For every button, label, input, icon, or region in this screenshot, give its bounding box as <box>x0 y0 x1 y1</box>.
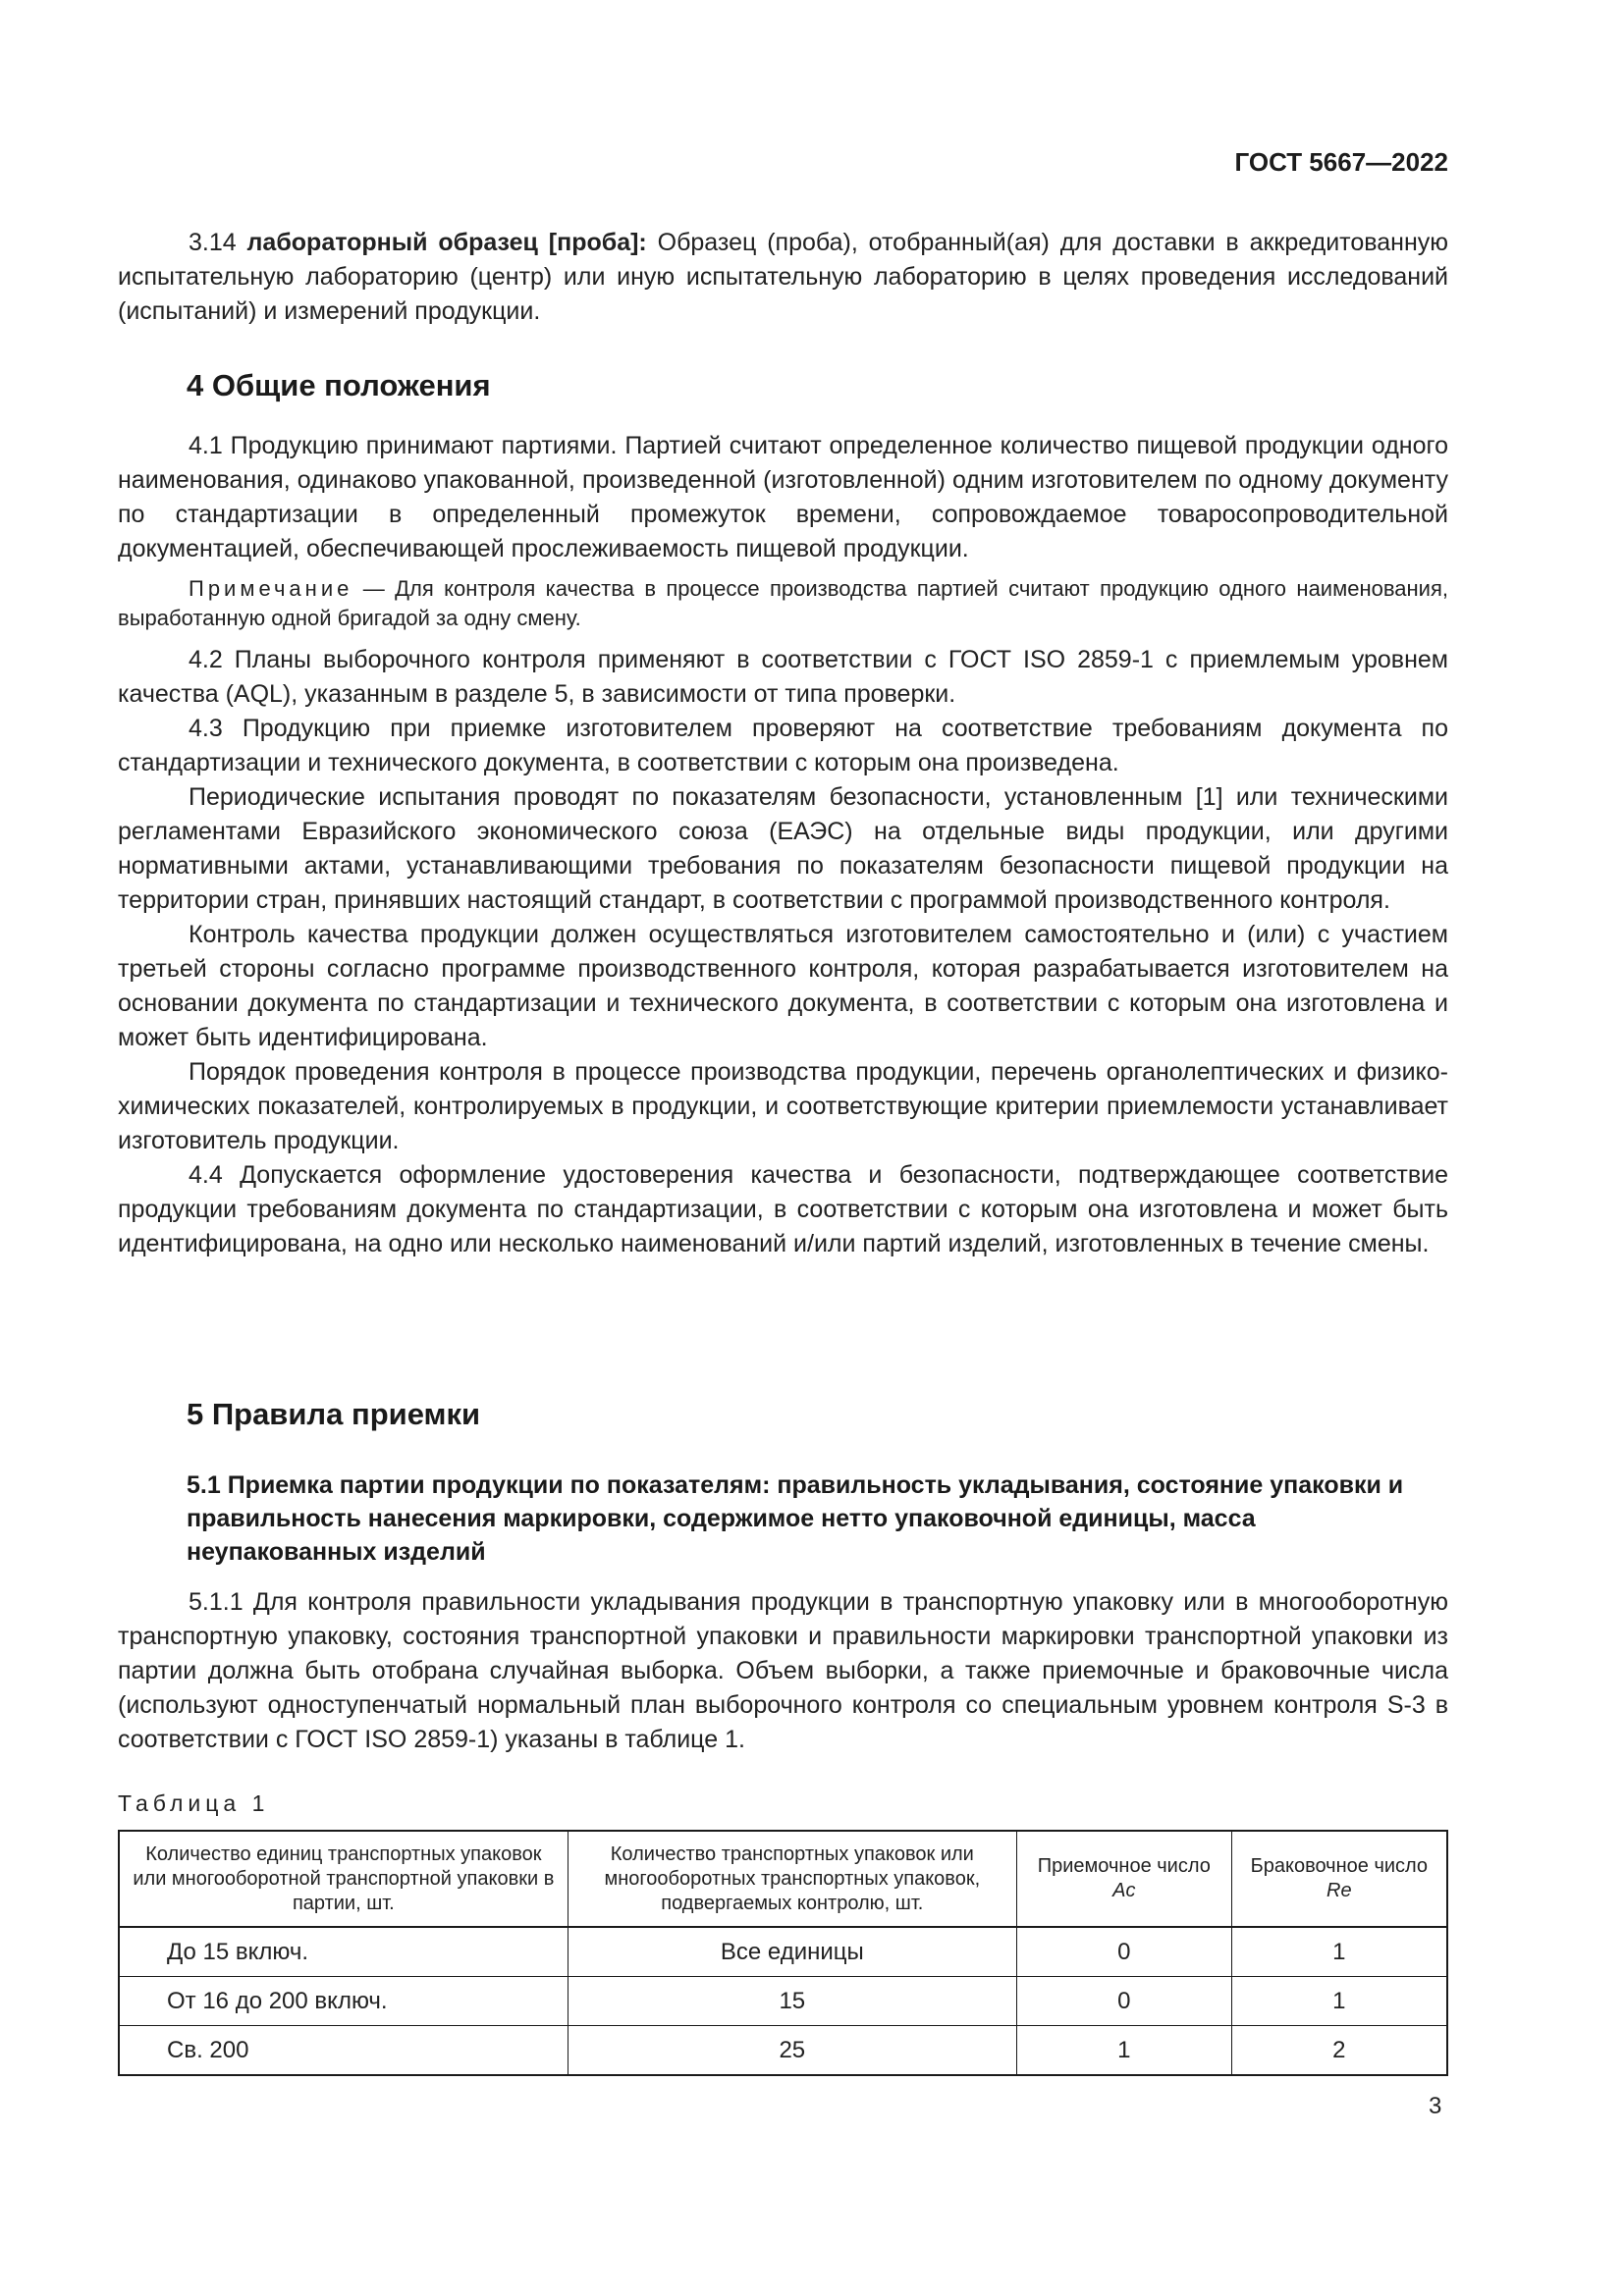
header-sample-size: Количество транспортных упаковок или многооборотных транспортных упаковок, подвергаемых контролю, шт. <box>568 1831 1016 1927</box>
section-4-body <box>118 429 1448 1261</box>
table-1-label: Таблица 1 <box>118 1790 270 1816</box>
acceptance-label: Приемочное число <box>1037 1855 1211 1877</box>
paragraph-4-1: 4.1 Продукцию принимают партиями. Партией считают определенное количество пищевой продукции одного наименования, одинаково упакованной, произведенной (изготовленной) одним изготовителем по одному документу по стандартизации в определенный промежуток времени, сопровождаемое товаросопроводительной документацией, обеспечивающей прослеживаемость пищевой продукции. <box>118 432 1448 562</box>
table-cell: Все единицы <box>568 1927 1016 1977</box>
subsection-5-1-title: 5.1 Приемка партии продукции по показателям: правильность укладывания, состояние упаковки и правильность нанесения маркировки, содержимое нетто упаковочной единицы, масса неупакованных изделий <box>187 1471 1404 1566</box>
table-cell: Св. 200 <box>119 2026 568 2076</box>
table-cell: 0 <box>1016 1977 1231 2026</box>
clause-text: Образец (проба), отобранный(ая) для доставки в аккредитованную испытательную лабораторию (центр) или иную испытательную лабораторию в целях проведения исследований (испытаний) и измерений продукции. <box>118 229 1448 325</box>
paragraph-5-1-1: 5.1.1 Для контроля правильности укладывания продукции в транспортную упаковку или в многооборотную транспортную упаковку, состояния транспортной упаковки и правильности маркировки транспортной упаковки из партии должна быть отобрана случайная выборка. Объем выборки, а также приемочные и браковочные числа (используют одноступенчатый нормальный план выборочного контроля со специальным уровнем контроля S-3 в соответствии с ГОСТ ISO 2859-1) указаны в таблице 1. <box>118 1588 1448 1753</box>
clause-term: лабораторный образец [проба]: <box>246 229 647 256</box>
table-cell: 2 <box>1231 2026 1447 2076</box>
header-rejection-number <box>1231 1831 1447 1927</box>
rejection-label: Браковочное число <box>1250 1855 1429 1877</box>
clause-number: 3.14 <box>189 229 237 256</box>
header-acceptance-number <box>1016 1831 1231 1927</box>
section-5-title: 5 Правила приемки <box>187 1397 481 1431</box>
paragraph-4-2: 4.2 Планы выборочного контроля применяют в соответствии с ГОСТ ISO 2859-1 с приемлемым уровнем качества (AQL), указанным в разделе 5, в зависимости от типа проверки. <box>118 646 1448 708</box>
paragraph-periodic-tests: Периодические испытания проводят по показателям безопасности, установленным [1] или техническими регламентами Евразийского экономического союза (ЕАЭС) на отдельные виды продукции, или другими нормативными актами, устанавливающими требования по показателям безопасности пищевой продукции на территории стран, принявших настоящий стандарт, в соответствии с программой производственного контроля. <box>118 783 1448 914</box>
table-cell: 1 <box>1231 1977 1447 2026</box>
table-header-row <box>119 1831 1447 1927</box>
table-cell: 0 <box>1016 1927 1231 1977</box>
page-number: 3 <box>1429 2093 1442 2119</box>
table-cell: 15 <box>568 1977 1016 2026</box>
paragraph-4-4: 4.4 Допускается оформление удостоверения качества и безопасности, подтверждающее соответствие продукции требованиям документа по стандартизации, в соответствии с которым она изготовлена и может быть идентифицирована, на одно или несколько наименований и/или партий изделий, изготовленных в течение смены. <box>118 1161 1448 1257</box>
note <box>118 574 1448 633</box>
table-cell: От 16 до 200 включ. <box>119 1977 568 2026</box>
section-4-title: 4 Общие положения <box>187 368 491 402</box>
table-1 <box>118 1830 1448 2076</box>
paragraph-4-3: 4.3 Продукцию при приемке изготовителем проверяют на соответствие требованиям документа по стандартизации и технического документа, в соответствии с которым она произведена. <box>118 715 1448 776</box>
note-label: Примечание <box>189 576 353 601</box>
acceptance-symbol: Ac <box>1112 1880 1136 1901</box>
table-row <box>119 1977 1447 2026</box>
table-cell: 1 <box>1016 2026 1231 2076</box>
table-cell: 25 <box>568 2026 1016 2076</box>
clause-3-14 <box>118 226 1448 329</box>
paragraph-control-order: Порядок проведения контроля в процессе производства продукции, перечень органолептических и физико-химических показателей, контролируемых в продукции, и соответствующие критерии приемлемости устанавливает изготовитель продукции. <box>118 1058 1448 1154</box>
paragraph-quality-control: Контроль качества продукции должен осуществляться изготовителем самостоятельно и (или) с участием третьей стороны согласно программе производственного контроля, которая разрабатывается изготовителем на основании документа по стандартизации и технического документа, в соответствии с которым она изготовлена и может быть идентифицирована. <box>118 921 1448 1051</box>
note-text: — Для контроля качества в процессе производства партией считают продукцию одного наименования, выработанную одной бригадой за одну смену. <box>118 576 1448 630</box>
rejection-symbol: Re <box>1326 1880 1352 1901</box>
table-cell: До 15 включ. <box>119 1927 568 1977</box>
standard-designation: ГОСТ 5667—2022 <box>1234 147 1448 177</box>
header-lot-size: Количество единиц транспортных упаковок или многооборотной транспортной упаковки в партии, шт. <box>119 1831 568 1927</box>
table-row <box>119 2026 1447 2076</box>
table-row <box>119 1927 1447 1977</box>
table-cell: 1 <box>1231 1927 1447 1977</box>
